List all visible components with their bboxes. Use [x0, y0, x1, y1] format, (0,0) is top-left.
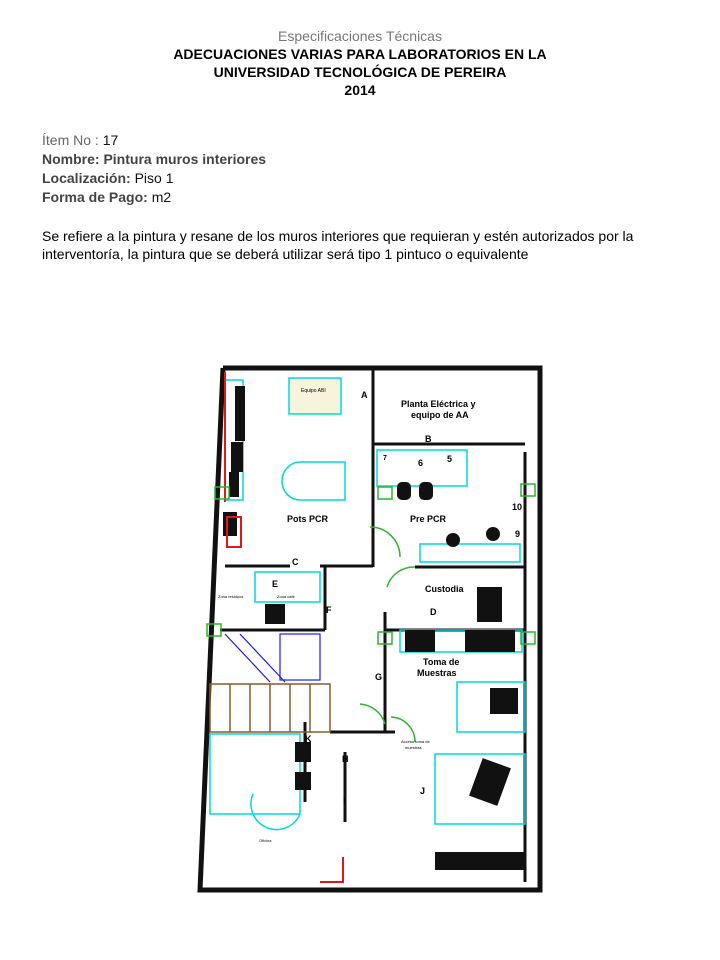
letter-h: H: [342, 754, 349, 764]
number-6: 6: [418, 458, 424, 468]
document-title-line-1: ADECUACIONES VARIAS PARA LABORATORIOS EN LA: [173, 46, 547, 62]
letter-a: A: [361, 390, 368, 400]
letter-b: B: [425, 434, 432, 444]
item-payment-row: [42, 188, 682, 207]
item-location-label: Localización:: [42, 170, 131, 186]
letter-e: E: [272, 579, 279, 589]
number-7: 7: [383, 455, 387, 462]
item-number-row: [42, 131, 682, 150]
letter-k: K: [305, 734, 312, 744]
item-payment-label: Forma de Pago:: [42, 189, 148, 205]
document-title-line-2: UNIVERSIDAD TECNOLÓGICA DE PEREIRA: [213, 64, 507, 80]
floor-plan: [195, 362, 545, 894]
item-payment-value: m2: [151, 189, 172, 205]
label-toma-2: Muestras: [417, 668, 457, 678]
staircase: [210, 684, 330, 732]
label-oficina: Oficina: [259, 838, 272, 843]
item-name-value: Pintura muros interiores: [103, 151, 267, 167]
letter-j: J: [420, 786, 426, 796]
label-acceso-1: Acceso toma de: [401, 739, 430, 744]
label-equipo-abi: Equipo ABI: [301, 388, 326, 394]
item-location-value: Piso 1: [134, 170, 174, 186]
number-5: 5: [447, 454, 453, 464]
item-name-label: Nombre:: [42, 151, 100, 167]
letter-d: D: [430, 607, 437, 617]
letter-i: I: [343, 796, 346, 806]
label-pots-pcr: Pots PCR: [287, 514, 329, 524]
item-description: Se refiere a la pintura y resane de los muros interiores que requieran y estén autorizados por la interventoría, la pintura que se deberá utilizar será tipo 1 pintuco o equivalente: [42, 228, 634, 262]
item-location-row: [42, 169, 682, 188]
label-planta-1: Planta Eléctrica y: [401, 399, 476, 409]
letter-g: G: [375, 672, 383, 682]
number-9: 9: [515, 529, 521, 539]
interior-walls: [220, 368, 525, 882]
item-name-row: [42, 150, 682, 169]
label-toma-1: Toma de: [423, 657, 460, 667]
label-acceso-2: muestras: [405, 745, 422, 750]
number-10: 10: [512, 502, 523, 512]
item-number-label: Ítem No :: [42, 132, 99, 148]
document-year: 2014: [344, 82, 376, 98]
letter-f: F: [326, 605, 332, 615]
document-subtitle: Especificaciones Técnicas: [278, 28, 442, 44]
blue-stairs: [225, 634, 320, 682]
item-number: 17: [102, 132, 119, 148]
label-zona-cafe: Zona café: [277, 594, 295, 599]
label-pre-pcr: Pre PCR: [410, 514, 447, 524]
letter-c: C: [292, 557, 299, 567]
document-header: [0, 27, 720, 99]
label-planta-2: equipo de AA: [411, 410, 469, 420]
label-custodia: Custodia: [425, 584, 464, 594]
label-zona-residuos: Zona residuos: [218, 594, 244, 599]
item-metadata: [42, 131, 682, 207]
